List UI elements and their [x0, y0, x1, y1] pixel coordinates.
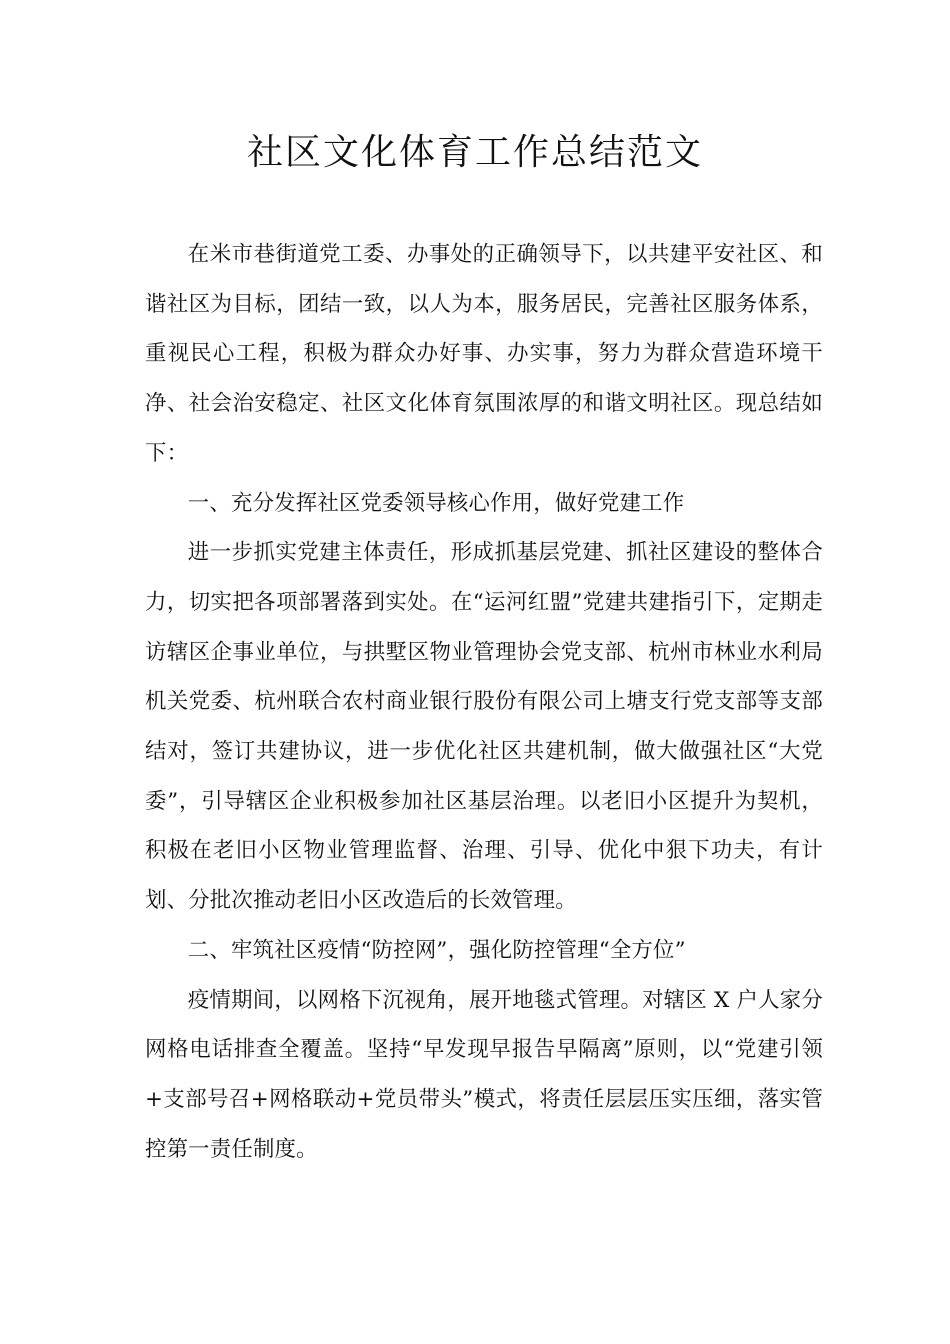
intro-paragraph: 在米市巷街道党工委、办事处的正确领导下，以共建平安社区、和谐社区为目标，团结一致，以人为本，服务居民，完善社区服务体系，重视民心工程，积极为群众办好事、办实事，努力为群众营造环境干净、社会治安稳定、社区文化体育氛围浓厚的和谐文明社区。现总结如下：: [145, 242, 823, 466]
section-heading-1: 一、充分发挥社区党委领导核心作用，做好党建工作: [187, 490, 685, 516]
section-2-paragraph: 疫情期间，以网格下沉视角，展开地毯式管理。对辖区 X 户人家分网格电话排查全覆盖。坚持“早发现早报告早隔离”原则，以“党建引领+支部号召+网格联动+党员带头”模式，将责任层层压实压细，落实管控第一责任制度。: [145, 987, 823, 1162]
section-1-paragraph: 进一步抓实党建主体责任，形成抓基层党建、抓社区建设的整体合力，切实把各项部署落到实处。在“运河红盟”党建共建指引下，定期走访辖区企事业单位，与拱墅区物业管理协会党支部、杭州市林业水利局机关党委、杭州联合农村商业银行股份有限公司上塘支行党支部等支部结对，签订共建协议，进一步优化社区共建机制，做大做强社区“大党委”，引导辖区企业积极参加社区基层治理。以老旧小区提升为契机，积极在老旧小区物业管理监督、治理、引导、优化中狠下功夫，有计划、分批次推动老旧小区改造后的长效管理。: [145, 540, 823, 914]
document-body: [145, 230, 823, 1174]
section-heading-2: 二、牢筑社区疫情“防控网”，强化防控管理“全方位”: [187, 937, 686, 963]
document-title: 社区文化体育工作总结范文: [246, 132, 703, 173]
